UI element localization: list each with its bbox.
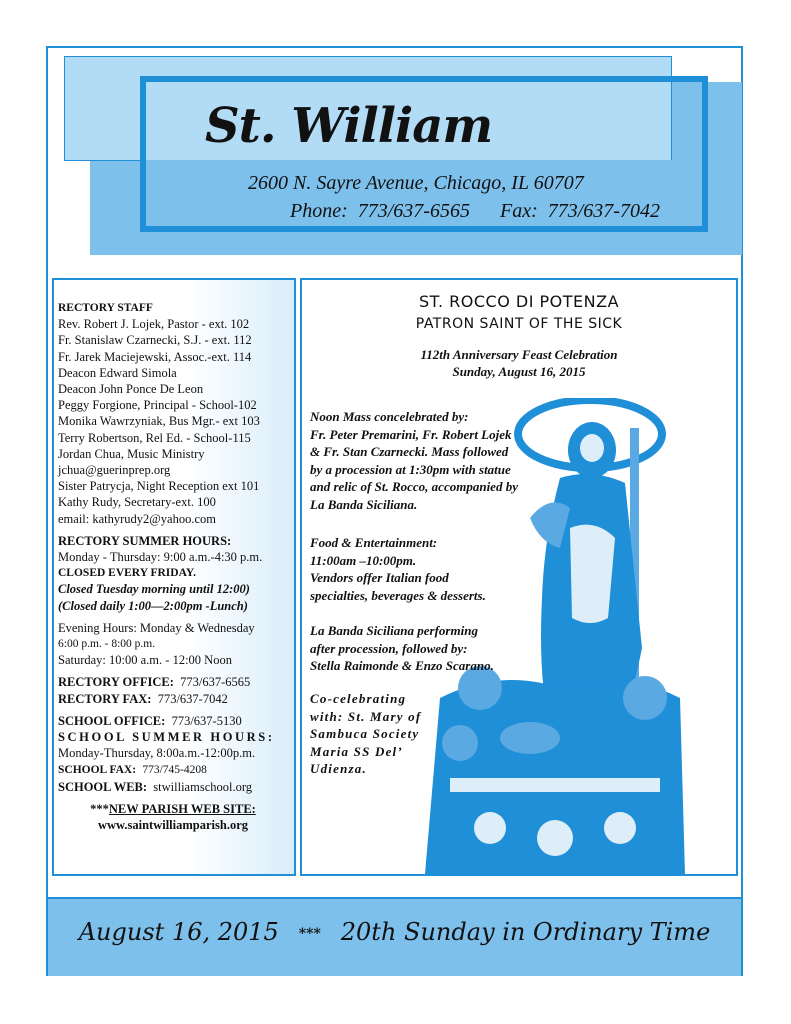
food-line: Vendors offer Italian food (310, 570, 449, 585)
parish-phone-fax: Phone: 773/637-6565 Fax: 773/637-7042 (290, 200, 660, 222)
staff-item: Deacon Edward Simola (58, 365, 177, 380)
mass-line: Noon Mass concelebrated by: (310, 409, 469, 424)
staff-item: Terry Robertson, Rel Ed. - School-115 (58, 430, 251, 445)
closed-lunch: Closed daily 1:00—2:00pm -Lunch (62, 598, 244, 613)
school-office-phone: 773/637-5130 (171, 713, 242, 728)
staff-item: Monika Wawrzyniak, Bus Mgr.- ext 103 (58, 414, 260, 429)
band-line: La Banda Siciliana performing (310, 623, 478, 638)
rectory-fax-number: 773/637-7042 (157, 691, 228, 706)
school-summer-hours: Monday-Thursday, 8:00a.m.-12:00p.m. (58, 746, 256, 761)
staff-email[interactable]: jchua@guerinprep.org (58, 463, 171, 478)
food-line: Food & Entertainment: (310, 535, 438, 550)
evening-time: 6:00 p.m. - 8:00 p.m. (58, 638, 156, 651)
school-web-link[interactable]: stwilliamschool.org (153, 779, 253, 794)
parish-web-block (58, 801, 288, 833)
school-fax-label: SCHOOL FAX: (58, 764, 137, 777)
staff-item: Deacon John Ponce De Leon (58, 382, 204, 397)
band-line: Stella Raimonde & Enzo Scarano. (310, 658, 494, 673)
saturday-hours: Saturday: 10:00 a.m. - 12:00 Noon (58, 653, 232, 668)
staff-item: Fr. Stanislaw Czarnecki, S.J. - ext. 112 (58, 333, 252, 348)
feast-anniversary: 112th Anniversary Feast Celebration (420, 347, 618, 362)
patron-line: PATRON SAINT OF THE SICK (415, 316, 623, 332)
co-line: Udienza. (310, 761, 367, 776)
band-line: after procession, followed by: (310, 640, 468, 656)
school-fax-number: 773/745-4208 (142, 764, 207, 777)
staff-item: Jordan Chua, Music Ministry (58, 446, 205, 461)
footer-date: August 16, 2015 (78, 918, 279, 946)
mass-paragraph (310, 408, 562, 513)
footer-text (48, 918, 741, 946)
food-line: 11:00am –10:00pm. (310, 552, 417, 568)
band-paragraph (310, 622, 562, 675)
staff-item: Kathy Rudy, Secretary-ext. 100 (58, 495, 216, 510)
evening-hours: Evening Hours: Monday & Wednesday (58, 620, 255, 635)
footer-separator: *** (298, 925, 321, 942)
staff-item: Fr. Jarek Maciejewski, Assoc.-ext. 114 (58, 349, 252, 364)
saint-name: ST. ROCCO DI POTENZA (418, 292, 620, 311)
staff-heading: RECTORY STAFF (58, 302, 153, 314)
staff-item: Sister Patrycja, Night Reception ext 101 (58, 479, 260, 494)
mass-line: & Fr. Stan Czarnecki. Mass followed (310, 444, 509, 459)
feast-heading (300, 346, 738, 380)
parish-address: 2600 N. Sayre Avenue, Chicago, IL 60707 (248, 172, 584, 194)
parish-web-link[interactable]: www.saintwilliamparish.org (97, 818, 248, 833)
staff-item: Rev. Robert J. Lojek, Pastor - ext. 102 (58, 317, 250, 332)
closed-tuesday: Closed Tuesday morning until 12:00 (58, 582, 246, 597)
parish-web-label: NEW PARISH WEB SITE: (108, 801, 256, 816)
school-web-label: SCHOOL WEB: (58, 779, 148, 794)
food-line: specialties, beverages & desserts. (310, 587, 486, 603)
co-celebrating-paragraph (310, 690, 428, 778)
closed-friday: CLOSED EVERY FRIDAY (58, 567, 194, 580)
parish-web-prefix: *** (90, 801, 109, 816)
staff-email[interactable]: email: kathyrudy2@yahoo.com (58, 511, 217, 526)
hours-heading: RECTORY SUMMER HOURS: (58, 533, 232, 548)
staff-item: Peggy Forgione, Principal - School-102 (58, 398, 257, 413)
co-line: Co-celebrating (310, 691, 407, 706)
footer-occasion: 20th Sunday in Ordinary Time (340, 918, 711, 946)
co-line: Sambuca Society (310, 726, 420, 741)
mass-line: and relic of St. Rocco, accompanied by (310, 479, 518, 494)
mass-line: La Banda Siciliana. (310, 496, 418, 512)
feast-date: Sunday, August 16, 2015 (452, 364, 586, 379)
mass-line: by a procession at 1:30pm with statue (310, 461, 511, 477)
co-line: with: St. Mary of (310, 708, 422, 724)
mass-line: Fr. Peter Premarini, Fr. Robert Lojek (310, 426, 512, 442)
school-summer-heading: SCHOOL SUMMER HOURS: (58, 730, 275, 745)
school-office-label: SCHOOL OFFICE: (58, 713, 166, 728)
rectory-office-phone: 773/637-6565 (180, 675, 251, 690)
food-paragraph (310, 534, 562, 604)
rectory-info: RECTORY STAFF Rev. Robert J. Lojek, Pastor - ext. 102 Fr. Stanislaw Czarnecki, S.J. - ext. 112 Fr. Jarek Maciejewski, Assoc.-ext. 114 Deacon Edward Simola Deacon John Ponce De Leon Peggy Forgione, Principal - School-102 Monika Wawrzyniak, Bus Mgr.- ext 103 Terry Robertson, Rel Ed. - School-115 Jordan Chua, Music Ministry jchua@guerinprep.org Sister Patrycja, Night Reception ext 101 Kathy Rudy, Secretary-ext. 100 email: kathyrudy2@yahoo.com RECTORY SUMMER HOURS: Monday - Thursday: 9:00 a.m.-4:30 p.m. CLOSED EVERY FRIDAY. Closed Tuesday morning until 12:00) (Closed daily 1:00—2:00pm -Lunch) Evening Hours: Monday & Wednesday 6:00 p.m. - 8:00 p.m. Saturday: 10:00 a.m. - 12:00 Noon RECTORY OFFICE: 773/637-6565 RECTORY FAX: 773/637-7042 SCHOOL OFFICE: 773/637-5130 SCHOOL SUMMER HOURS: Monday-Thursday, 8:00a.m.-12:00p.m. SCHOOL FAX: 773/745-4208 SCHOOL WEB: stwilliamschool.org ***NEW PARISH WEB SITE: www.saintwilliamparish.org (58, 300, 298, 833)
hours-weekday: Monday - Thursday: 9:00 a.m.-4:30 p.m. (58, 550, 263, 565)
rectory-fax-label: RECTORY FAX: (58, 691, 152, 706)
co-line: Maria SS Del’ (310, 743, 403, 759)
parish-title: St. William (205, 98, 493, 154)
rectory-office-label: RECTORY OFFICE: (58, 675, 174, 690)
